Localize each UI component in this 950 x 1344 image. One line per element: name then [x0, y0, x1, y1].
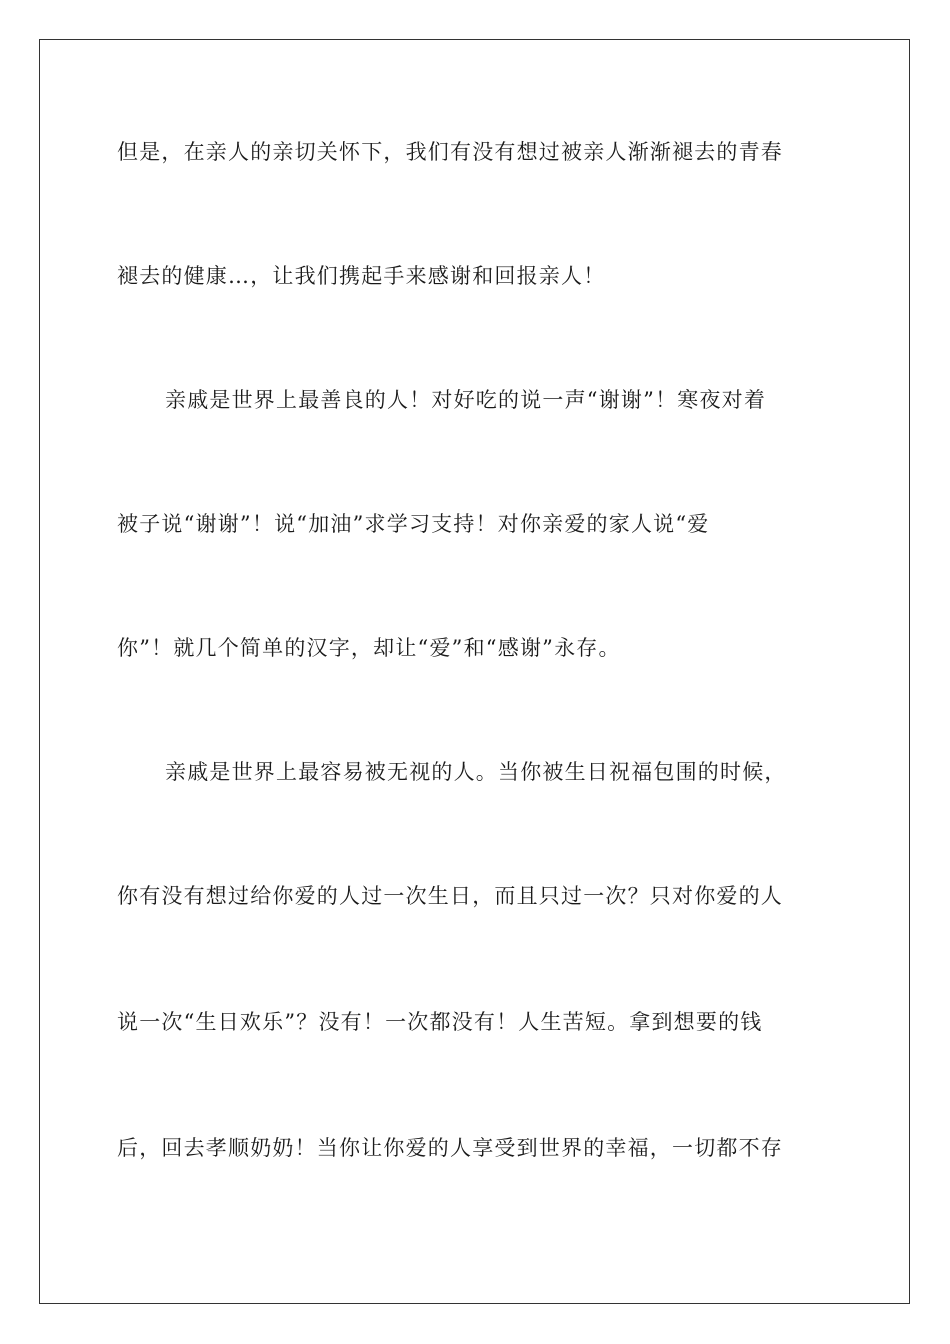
paragraph-3-line-1: 亲戚是世界上最容易被无视的人。当你被生日祝福包围的时候， [165, 760, 787, 784]
paragraph-3-line-2: 你有没有想过给你爱的人过一次生日，而且只过一次？只对你爱的人 [117, 884, 783, 908]
paragraph-3-line-4: 后，回去孝顺奶奶！当你让你爱的人享受到世界的幸福，一切都不存 [117, 1136, 783, 1160]
paragraph-1-line-1: 但是，在亲人的亲切关怀下，我们有没有想过被亲人渐渐褪去的青春 [117, 140, 783, 164]
paragraph-2-line-1: 亲戚是世界上最善良的人！对好吃的说一声“谢谢”！寒夜对着 [165, 388, 767, 412]
paragraph-2-line-2: 被子说“谢谢”！说“加油”求学习支持！对你亲爱的家人说“爱 [117, 512, 710, 536]
paragraph-3-line-3: 说一次“生日欢乐”？没有！一次都没有！人生苦短。拿到想要的钱 [117, 1010, 763, 1034]
paragraph-1-line-2: 褪去的健康…，让我们携起手来感谢和回报亲人！ [117, 264, 606, 288]
page-border [39, 39, 910, 1304]
paragraph-2-line-3: 你”！就几个简单的汉字，却让“爱”和“感谢”永存。 [117, 636, 621, 660]
